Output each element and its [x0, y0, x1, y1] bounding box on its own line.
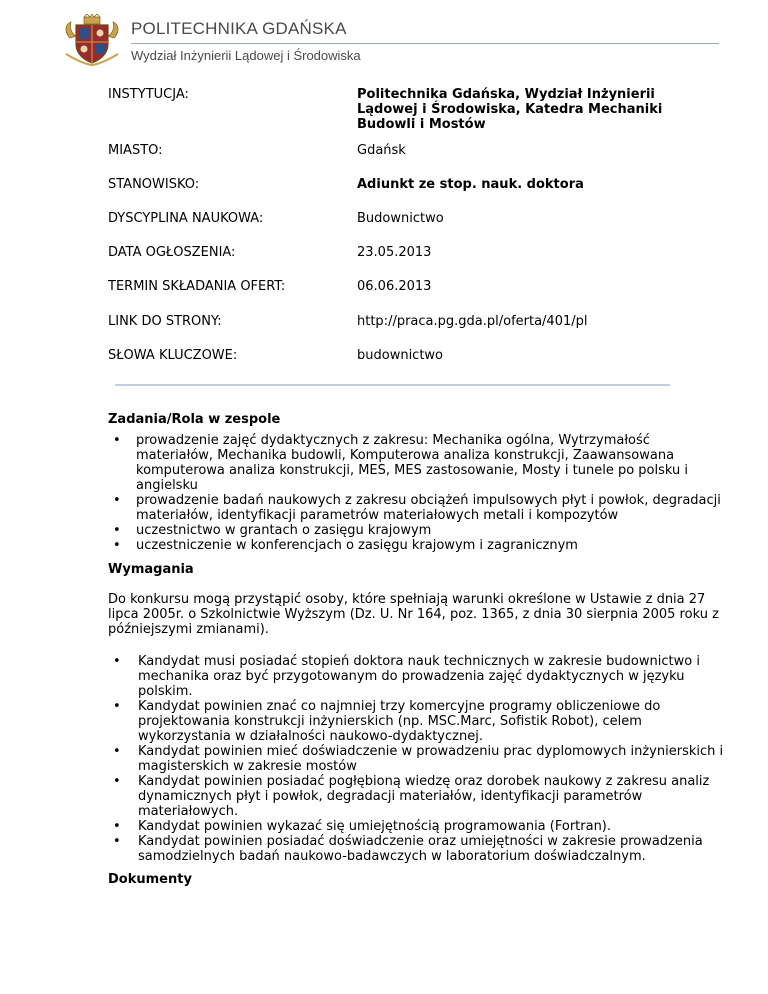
faculty-name: Wydział Inżynierii Lądowej i Środowiska [131, 48, 361, 63]
documents-heading: Dokumenty [108, 872, 192, 887]
requirements-heading: Wymagania [108, 562, 194, 577]
requirements-intro: Do konkursu mogą przystąpić osoby, które spełniają warunki określone w Ustawie z dnia 27 lipca 2005r. o Szkolnictwie Wyższym (Dz. U. Nr 164, poz. 1365, z dnia 30 sierpnia 2005 roku z późniejszymi zmianami). [108, 592, 719, 637]
info-value: Budownictwo [357, 211, 444, 226]
info-value: Adiunkt ze stop. nauk. doktora [357, 177, 584, 192]
tasks-list [108, 433, 728, 553]
header-rule [131, 43, 719, 44]
list-item: • Kandydat powinien posiadać pogłębioną wiedzę oraz dorobek naukowy z zakresu analiz dynamicznych płyt i powłok, degradacji materiałów, identyfikacji parametrów materiałowych. [108, 774, 728, 819]
list-item: • Kandydat powinien posiadać doświadczenie oraz umiejętności w zakresie prowadzenia samodzielnych badań naukowo-badawczych w laboratorium doświadczalnym. [108, 834, 728, 864]
brand-block [131, 14, 347, 39]
tasks-heading: Zadania/Rola w zespole [108, 412, 281, 427]
list-item: • uczestnictwo w grantach o zasięgu krajowym [108, 523, 728, 538]
info-value: Politechnika Gdańska, Wydział Inżynierii Lądowej i Środowiska, Katedra Mechaniki Budowli i Mostów [357, 87, 663, 132]
requirements-list [108, 654, 728, 864]
info-value: Gdańsk [357, 143, 406, 158]
info-label: DATA OGŁOSZENIA: [108, 245, 236, 260]
section-divider [115, 384, 670, 386]
info-label: SŁOWA KLUCZOWE: [108, 348, 238, 363]
list-item: • Kandydat powinien wykazać się umiejętnością programowania (Fortran). [108, 819, 728, 834]
info-label: TERMIN SKŁADANIA OFERT: [108, 279, 286, 294]
offer-link[interactable]: http://praca.pg.gda.pl/oferta/401/pl [357, 314, 588, 329]
tasks-section [108, 412, 728, 553]
university-crest-icon [62, 14, 122, 66]
info-label: MIASTO: [108, 143, 163, 158]
info-value: 06.06.2013 [357, 279, 432, 294]
list-item: • uczestniczenie w konferencjach o zasięgu krajowym i zagranicznym [108, 538, 728, 553]
info-label: INSTYTUCJA: [108, 87, 189, 102]
list-item: • Kandydat musi posiadać stopień doktora nauk technicznych w zakresie budownictwo i mechanika oraz być przygotowanym do prowadzenia zajęć dydaktycznych w języku polskim. [108, 654, 728, 699]
list-item: • prowadzenie badań naukowych z zakresu obciążeń impulsowych płyt i powłok, degradacji materiałów, identyfikacji parametrów materiałowych metali i kompozytów [108, 493, 728, 523]
info-value: 23.05.2013 [357, 245, 432, 260]
page-header [62, 14, 722, 66]
list-item: • Kandydat powinien mieć doświadczenie w prowadzeniu prac dyplomowych inżynierskich i magisterskich w zakresie mostów [108, 744, 728, 774]
info-value: budownictwo [357, 348, 444, 363]
info-label: DYSCYPLINA NAUKOWA: [108, 211, 264, 226]
list-item: • Kandydat powinien znać co najmniej trzy komercyjne programy obliczeniowe do projektowania konstrukcji inżynierskich (np. MSC.Marc, Sofistik Robot), celem wykorzystania w działalności naukowo-dydaktycznej. [108, 699, 728, 744]
list-item: • prowadzenie zajęć dydaktycznych z zakresu: Mechanika ogólna, Wytrzymałość materiałów, Mechanika budowli, Komputerowa analiza konstrukcji, Zaawansowana komputerowa analiza konstrukcji, MES, MES zastosowanie, Mosty i tunele po polsku i angielsku [108, 433, 728, 493]
info-label: LINK DO STRONY: [108, 314, 222, 329]
requirements-section [108, 562, 728, 864]
info-label: STANOWISKO: [108, 177, 200, 192]
documents-section [108, 872, 728, 887]
university-name: POLITECHNIKA GDAŃSKA [131, 19, 347, 38]
